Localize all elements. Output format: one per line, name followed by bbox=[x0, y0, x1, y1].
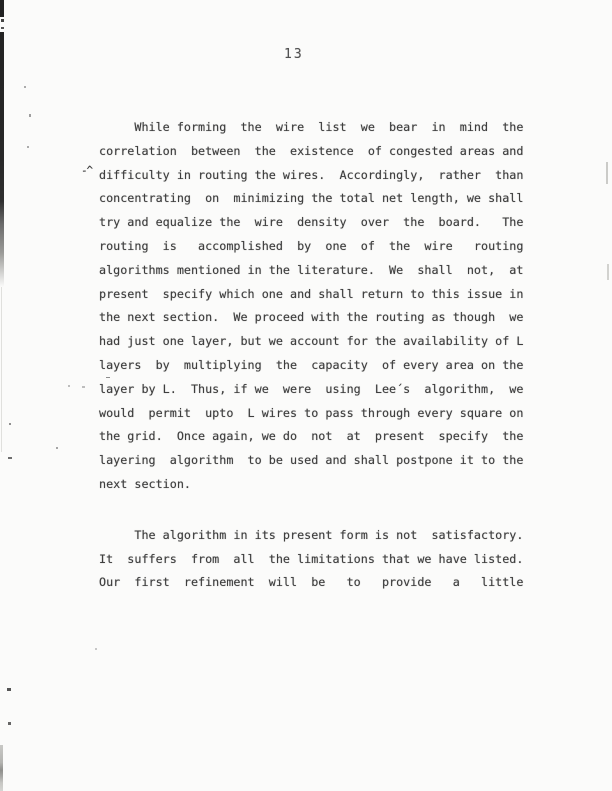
scan-speck bbox=[29, 114, 31, 117]
scan-edge-tick-right bbox=[607, 264, 609, 280]
text-line: The algorithm in its present form is not satisfactory. bbox=[99, 527, 524, 542]
paragraph-1 bbox=[99, 116, 539, 497]
text-line: next section. bbox=[99, 476, 191, 491]
scan-speck bbox=[68, 385, 70, 387]
scan-speck bbox=[9, 423, 11, 425]
text-line: try and equalize the wire density over the board. The bbox=[99, 215, 524, 230]
text-line: routing is accomplished by one of the wire routing bbox=[99, 238, 524, 253]
text-line: difficulty in routing the wires. Accordingly, rather than bbox=[99, 167, 524, 182]
text-line: layer by L. Thus, if we were using Lee´s algorithm, we bbox=[99, 381, 524, 396]
scan-edge-line bbox=[1, 287, 2, 452]
text-line: concentrating on minimizing the total net length, we shall bbox=[99, 191, 524, 206]
text-line: algorithms mentioned in the literature. We shall not, at bbox=[99, 262, 524, 277]
text-line: It suffers from all the limitations that we have listed. bbox=[99, 551, 524, 566]
text-line: While forming the wire list we bear in mind the bbox=[99, 120, 524, 134]
paragraph-2 bbox=[99, 524, 539, 595]
text-line: the next section. We proceed with the routing as though we bbox=[99, 310, 524, 325]
text-line: the grid. Once again, we do not at present specify the bbox=[99, 429, 524, 444]
page-number: 13 bbox=[284, 47, 304, 62]
scan-edge-tick bbox=[1, 27, 4, 29]
scan-speck bbox=[56, 447, 58, 449]
scan-speck bbox=[27, 146, 29, 148]
scan-edge-tick bbox=[1, 19, 4, 22]
handwritten-arrow-mark: -^ bbox=[80, 163, 93, 178]
text-line: correlation between the existence of congested areas and bbox=[99, 143, 524, 158]
scan-speck bbox=[8, 457, 12, 459]
text-line: had just one layer, but we account for the availability of L bbox=[99, 334, 524, 349]
scan-speck bbox=[7, 688, 11, 691]
scan-speck bbox=[8, 722, 11, 725]
text-line: layers by multiplying the capacity of every area on the bbox=[99, 357, 524, 372]
text-line: Our first refinement will be to provide a little bbox=[99, 575, 524, 590]
text-line: layering algorithm to be used and shall postpone it to the bbox=[99, 453, 524, 468]
scan-speck bbox=[82, 386, 85, 388]
scan-edge-strip-top bbox=[0, 0, 4, 287]
text-line: present specify which one and shall return to this issue in bbox=[99, 286, 524, 301]
text-line: would permit upto L wires to pass through every square on bbox=[99, 405, 524, 420]
body-text bbox=[99, 116, 539, 595]
scan-edge-strip-bottom bbox=[0, 745, 3, 791]
scan-speck bbox=[95, 648, 97, 650]
scan-speck bbox=[24, 86, 26, 88]
scan-edge-tick-right bbox=[606, 162, 608, 184]
